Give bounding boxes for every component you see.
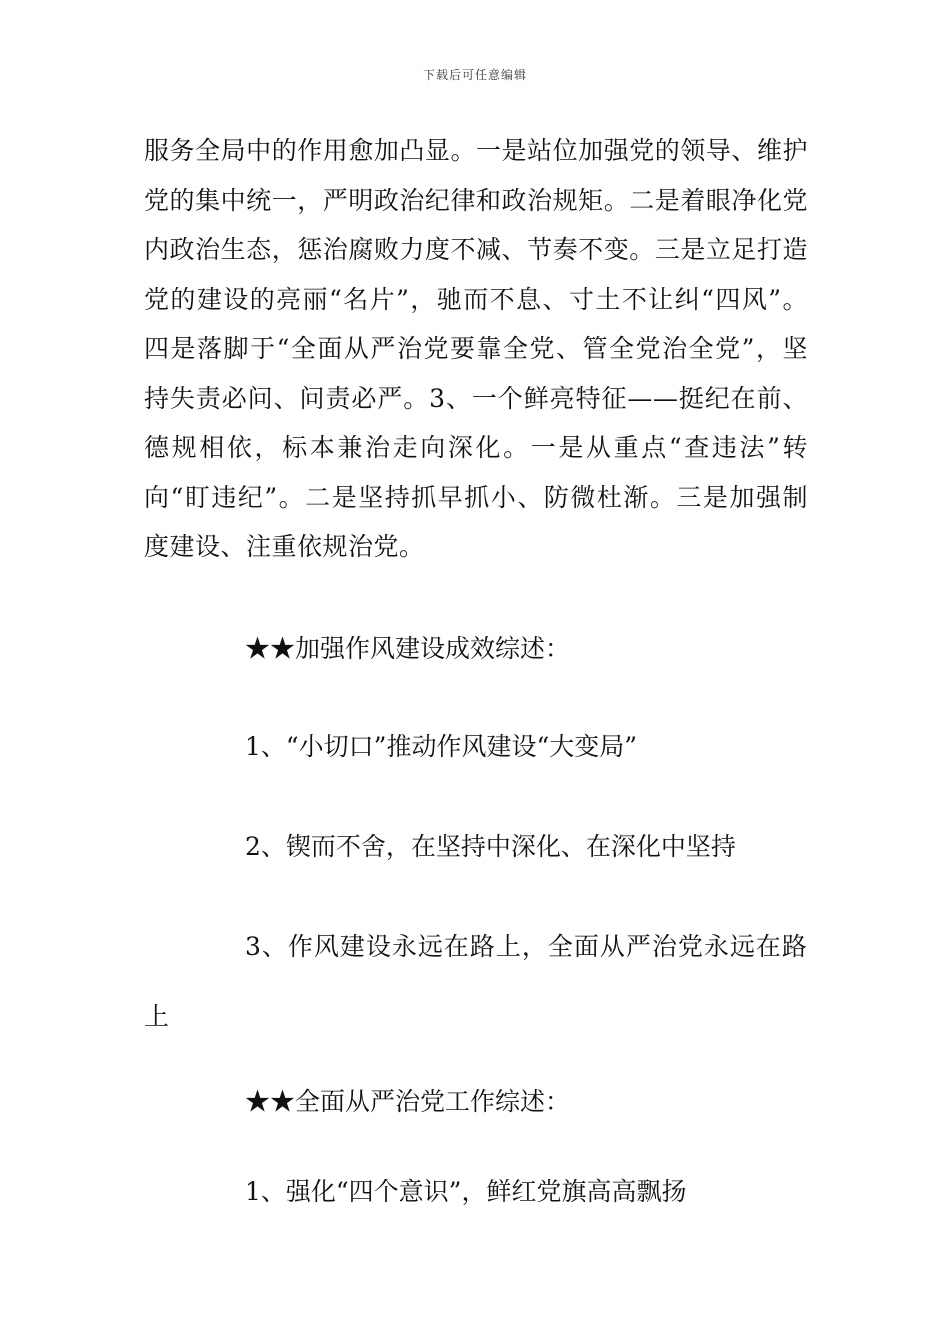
page-header-note: 下载后可任意编辑 — [422, 68, 527, 82]
intro-paragraph: 服务全局中的作用愈加凸显。一是站位加强党的领导、维护党的集中统一，严明政治纪律和政治规矩。二是着眼净化党内政治生态，惩治腐败力度不减、节奏不变。三是立足打造党的建设的亮丽“名片”，驰而不息、寸土不让纠“四风”。四是落脚于“全面从严治党要靠全党、管全党治全党”，坚持失责必问、问责必严。3、一个鲜亮特征——挺纪在前、德规相依，标本兼治走向深化。一是从重点“查违法”转向“盯违纪”。二是坚持抓早抓小、防微杜渐。三是加强制度建设、注重依规治党。 — [144, 136, 808, 561]
list-item: 2、锲而不舍，在坚持中深化、在深化中坚持 — [245, 832, 736, 861]
list-item: 1、“小切口”推动作风建设“大变局” — [245, 732, 638, 761]
section-heading-style: ★★加强作风建设成效综述： — [245, 634, 571, 663]
list-item: 3、作风建设永远在路上，全面从严治党永远在路上 — [144, 932, 808, 1031]
section-heading-discipline: ★★全面从严治党工作综述： — [245, 1087, 571, 1116]
list-item: 1、强化“四个意识”，鲜红党旗高高飘扬 — [245, 1177, 687, 1206]
